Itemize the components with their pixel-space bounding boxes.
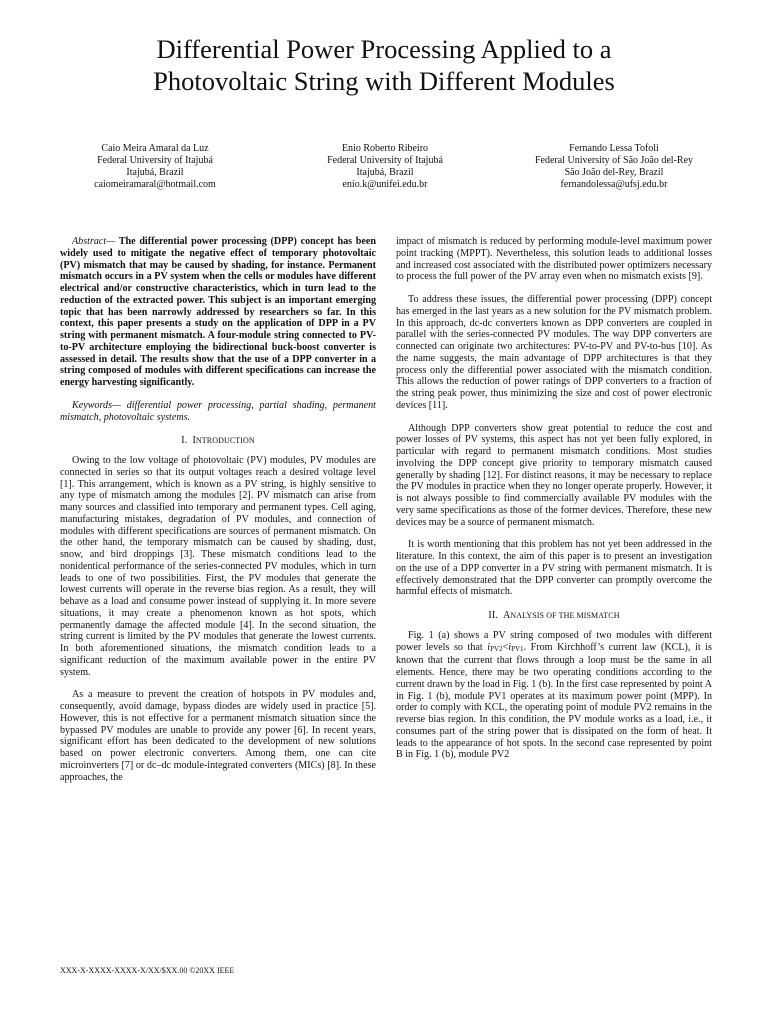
author-location: Itajubá, Brazil: [356, 167, 414, 178]
title-line-2: Photovoltaic String with Different Modules: [153, 66, 615, 96]
author-3: [500, 143, 728, 191]
paragraph: Owing to the low voltage of photovoltaic (PV) modules, PV modules are connected in series so that its output voltages reach a desired voltage level [1]. This arrangement, which is known as a PV string, is highly sensitive to any type of mismatch among the modules [2]. PV mismatch can arise from many sources and classified into temporary and permanent types. Cell aging, manufacturing mistakes, degradation of PV modules, and connection of modules with different specifications are sources of permanent mismatch. On the other hand, the temporary mismatch can be caused by shading, dust, snow, and bird droppings [3]. These mismatch conditions lead to the nonidentical performance of the series-connected PV modules, which in turn leads to one of two possibilities. First, the PV modules that generate the lowest currents will operate in the reverse bias region. As a result, they will behave as a load and consume power instead of supplying it. In more severe situations, it may create a phenomenon known as hot spots, which permanently damage the affected module [4]. In the second situation, the string current is limited by the PV modules that generate the lowest currents. In both aforementioned situations, the mismatch condition leads to a significant reduction of the maximum available power in the entire PV system.: [60, 455, 376, 678]
paragraph: Although DPP converters show great potential to reduce the cost and power losses of PV systems, this aspect has not yet been fully explored, in particular with regard to permanent mismatch conditions. Most studies involving the DPP concept give priority to temporary mismatch caused generally by shading [12]. For distinct reasons, it may be necessary to replace the PV modules in practice when they no longer operate properly. However, it is not always possible to find commercially available PV modules with the very same specifications as those of the former devices. Therefore, these new devices may be a source of permanent mismatch.: [396, 422, 712, 528]
author-name: Fernando Lessa Tofoli: [569, 143, 659, 154]
paragraph-text: Fig. 1 (a) shows a PV string composed of two modules with different power levels so that: [396, 629, 712, 653]
keywords-lead: Keywords—: [72, 399, 121, 411]
right-column: [396, 236, 712, 761]
section-heading-analysis: [396, 610, 712, 622]
author-name: Enio Roberto Ribeiro: [341, 143, 429, 154]
symbol-i: i: [487, 641, 491, 653]
section-heading-introduction: [60, 435, 376, 447]
author-affiliation: Federal University of São João del-Rey: [534, 155, 694, 166]
author-email[interactable]: fernandolessa@ufsj.edu.br: [560, 179, 668, 190]
author-1: [40, 143, 270, 191]
paragraph: As a measure to prevent the creation of hotspots in PV modules and, consequently, avoid damage, bypass diodes are widely used in practice [5]. However, this is not effective for a permanent mismatch situation since the bypassed PV modules are unable to provide any power [6]. In recent years, significant effort has been dedicated to the development of new solutions based on power electronic converters. Among them, one can cite microinverters [7] or dc–dc module-integrated converters (MICs) [8]. In these approaches, the: [60, 689, 376, 783]
paragraph: impact of mismatch is reduced by performing module-level maximum power point tracking (MPPT). Nevertheless, this solution leads to additional losses and increased cost associated with the distributed power optimizers necessary to process the full power of the PV array even when no mismatch exists [9].: [396, 236, 712, 283]
author-email[interactable]: caiomeiramaral@hotmail.com: [94, 179, 216, 190]
copyright-footer: XXX-X-XXXX-XXXX-X/XX/$XX.00 ©20XX IEEE: [60, 966, 235, 975]
section-title-first: I: [192, 435, 196, 447]
subscript: PV2: [490, 644, 503, 653]
author-email[interactable]: enio.k@unifei.edu.br: [342, 179, 428, 190]
less-than: <: [502, 641, 509, 653]
paragraph-text: . From Kirchhoff’s current law (KCL), it is known that the current that flows through a loop must be the same in all elements. Hence, there may be two operating conditions according to the current drawn by the load in Fig. 1 (b). In the first case represented by point A in Fig. 1 (b), module PV1 operates at its maximum power point (MPP). In order to comply with KCL, the operating point of module PV2 remains in the reverse bias region. In this condition, the PV module works as a load, i.e., it consumes part of the string power that is dissipated on the form of heat. It leads to the appearance of hot spots. In the second case represented by point B in Fig. 1 (b), module PV2: [396, 641, 712, 761]
abstract-text: The differential power processing (DPP) concept has been widely used to mitigate the negative effect of temporary photovoltaic (PV) mismatch that may be caused by shading, for instance. Permanent mismatch occurs in a PV system when the cells or modules have different electrical and/or constructive characteristics, which in turn lead to the reduction of the extracted power. This subject is an important emerging topic that has been narrowly addressed by researchers so far. In this context, this paper presents a study on the application of DPP in a PV string with permanent mismatch. A four-module string connected to PV-to-PV architecture employing the bidirectional buck-boost converter is assessed in detail. The results show that the use of a DPP converter in a string composed of modules with different specifications can increase the energy harvesting significantly.: [60, 236, 376, 388]
keywords-text: differential power processing, partial shading, permanent mismatch, photovoltaic systems.: [60, 399, 376, 423]
section-number: I.: [181, 435, 188, 447]
section-title-first: A: [503, 610, 511, 621]
author-location: São João del-Rey, Brazil: [564, 167, 664, 178]
symbol-i: i: [508, 641, 512, 653]
paragraph: It is worth mentioning that this problem has not yet been addressed in the literature. In this context, the aim of this paper is to present an investigation on the use of a DPP converter in a PV string with permanent mismatch. It is effectively demonstrated that the DPP converter can promptly overcome the harmful effects of mismatch.: [396, 539, 712, 598]
abstract: [60, 236, 376, 389]
keywords: [60, 400, 376, 424]
author-location: Itajubá, Brazil: [126, 167, 184, 178]
abstract-lead: Abstract—: [72, 236, 116, 247]
left-column: [60, 236, 376, 783]
paragraph: To address these issues, the differential power processing (DPP) concept has emerged in the last years as a new solution for the PV mismatch problem. In this approach, dc-dc converters known as DPP converters are coupled in parallel with the series-connected PV modules. The way DPP converters are connected can originate two architectures: PV-to-PV and PV-to-bus [10]. As the name suggests, the main advantage of DPP architectures is that they process only the differential power associated with the mismatch condition. This allows the reduction of power ratings of DPP converters to a fraction of the string peak power, thus minimizing the size and cost of power electronic devices [11].: [396, 294, 712, 411]
section-title-rest: NALYSIS OF THE MISMATCH: [510, 611, 620, 620]
section-number: II.: [488, 610, 498, 621]
author-affiliation: Federal University of Itajubá: [97, 155, 213, 166]
paper-title: [40, 33, 728, 97]
section-title-rest: NTRODUCTION: [195, 436, 255, 446]
title-line-1: Differential Power Processing Applied to a: [156, 34, 612, 64]
author-block: [40, 143, 728, 191]
subscript: PV1: [511, 644, 524, 653]
author-2: [270, 143, 500, 191]
author-affiliation: Federal University of Itajubá: [327, 155, 443, 166]
author-name: Caio Meira Amaral da Luz: [101, 143, 209, 154]
paragraph: [396, 630, 712, 761]
